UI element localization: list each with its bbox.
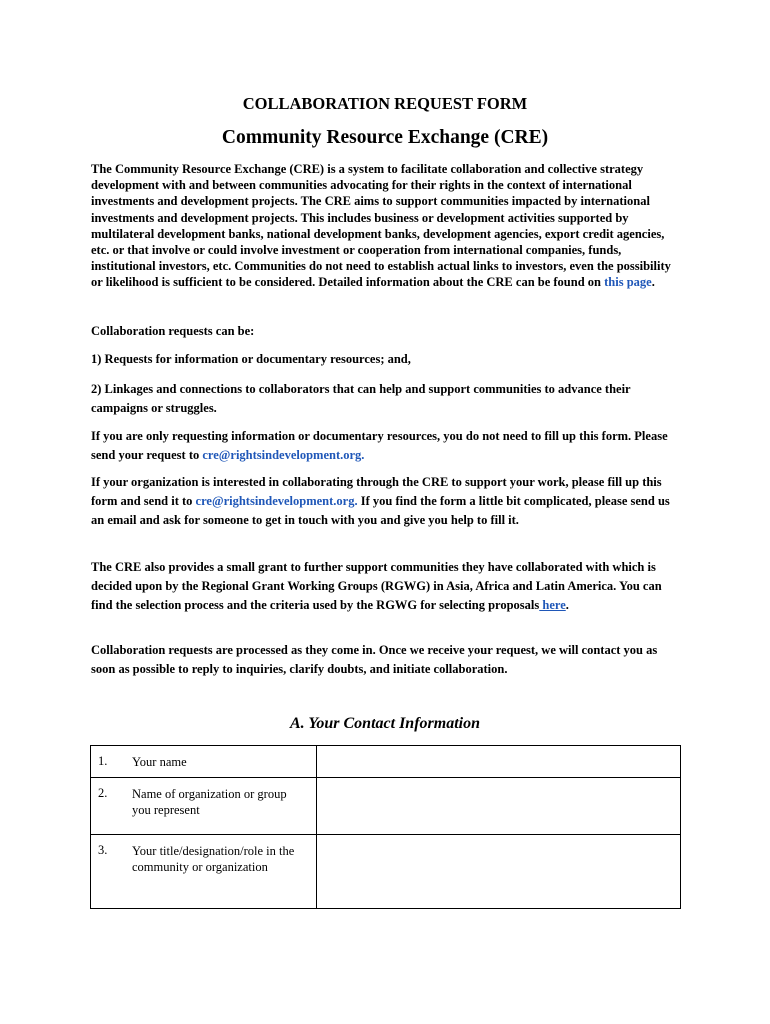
title-answer-field[interactable] (317, 835, 681, 909)
row-number: 1. (91, 746, 130, 778)
organization-answer-field[interactable] (317, 778, 681, 835)
grant-end: . (565, 598, 569, 612)
row-number: 3. (91, 835, 130, 909)
email-link[interactable]: cre@rightsindevelopment.org. (202, 448, 365, 462)
field-label: Name of organization or group you represent (129, 778, 317, 835)
intro-paragraph (91, 161, 681, 291)
form-subtitle: Community Resource Exchange (CRE) (221, 127, 549, 148)
selection-process-link[interactable]: here (539, 598, 566, 612)
grant-text: The CRE also provides a small grant to further support communities they have collaborated with which is decided upon by the Regional Grant Working Groups (RGWG) in Asia, Africa and Latin America. You can find the selection process and the criteria used by the RGWG for selecting proposals (91, 560, 662, 612)
form-title: COLLABORATION REQUEST FORM (242, 94, 528, 113)
request-item-2: 2) Linkages and connections to collaborators that can help and support communities to advance their campaigns or struggles. (91, 382, 631, 415)
field-label: Your title/designation/role in the community or organization (129, 835, 317, 909)
intro-text: The Community Resource Exchange (CRE) is a system to facilitate collaboration and collective strategy development with and between communities advocating for their rights in the context of international investments and development projects. The CRE aims to support communities impacted by international investments and development projects. This includes business or development activities supported by multilateral development banks, national development banks, development agencies, export credit agencies, etc. or that involve or could involve investment or cooperation from international companies, funds, institutional investors, etc. Communities do not need to establish actual links to investors, even the possibility or likelihood is sufficient to be considered. Detailed information about the CRE can be found on (91, 162, 671, 290)
row-number: 2. (91, 778, 130, 835)
field-label: Your name (129, 746, 317, 778)
collab-text-b: If you find the form a little bit complicated, please send us an email and ask for someone to get in touch with you and give you help to fill it. (91, 494, 670, 527)
grant-paragraph (91, 558, 681, 615)
contact-info-table (90, 745, 681, 909)
name-answer-field[interactable] (317, 746, 681, 778)
info-only-text: If you are only requesting information or documentary resources, you do not need to fill up this form. Please send your request to (91, 429, 668, 462)
collaboration-paragraph (91, 473, 681, 530)
info-only-paragraph (91, 427, 681, 465)
processing-paragraph: Collaboration requests are processed as they come in. Once we receive your request, we will contact you as soon as possible to reply to inquiries, clarify doubts, and initiate collaboration. (91, 643, 658, 676)
email-link[interactable]: cre@rightsindevelopment.org. (195, 494, 358, 508)
intro-end: . (651, 275, 655, 290)
collab-text-a: If your organization is interested in collaborating through the CRE to support your work, please fill up this form and send it to (91, 475, 662, 508)
table-row (91, 835, 681, 909)
request-item-1: 1) Requests for information or documentary resources; and, (91, 352, 411, 366)
table-row (91, 778, 681, 835)
section-a-title: A. Your Contact Information (290, 715, 480, 732)
table-row (91, 746, 681, 778)
requests-heading: Collaboration requests can be: (91, 324, 255, 338)
cre-info-link[interactable]: this page (604, 275, 652, 290)
